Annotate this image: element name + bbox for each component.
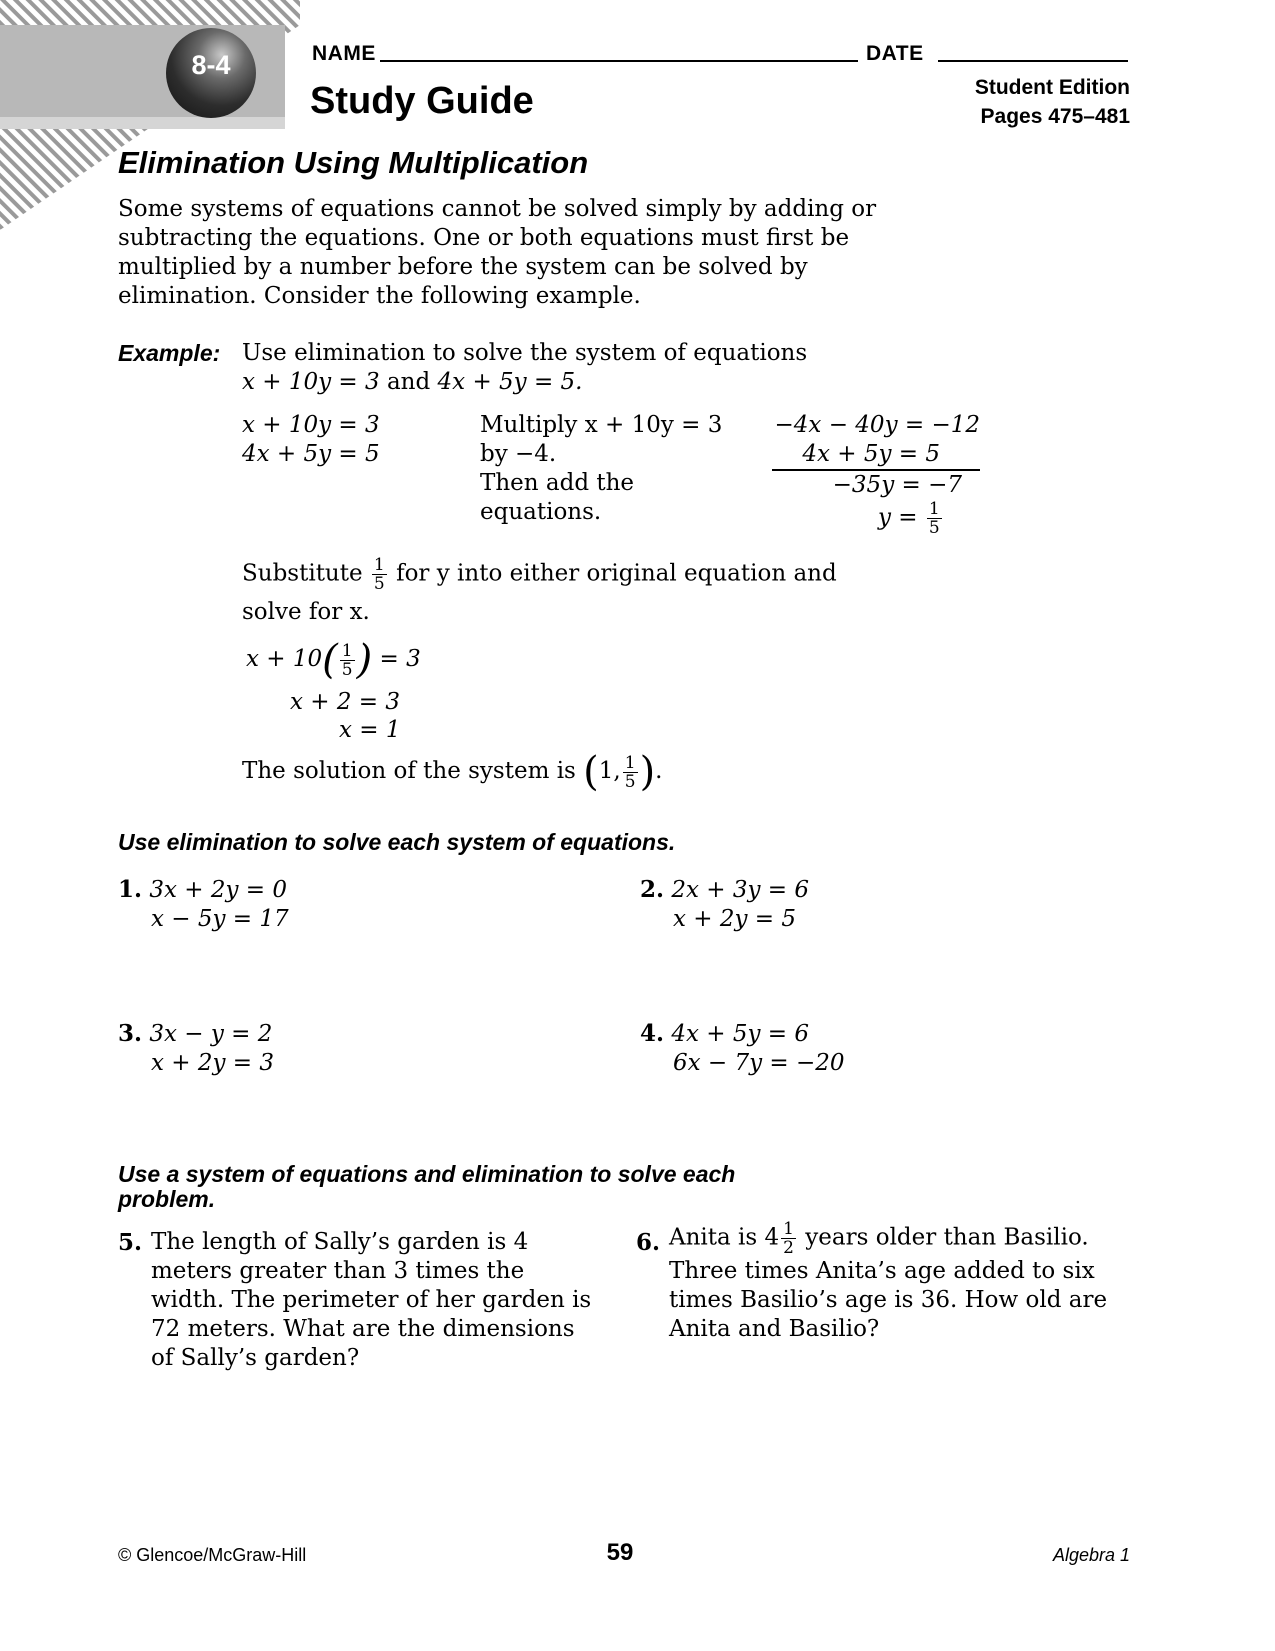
instruction-line: problem. — [118, 1186, 216, 1212]
substitution-lhs: x + 10 — [246, 646, 323, 672]
instruction-line: Use a system of equations and elimination to solve each — [118, 1161, 736, 1187]
edition-label: Student Edition — [974, 76, 1130, 99]
substitution-step: x + 2 = 3 — [290, 689, 401, 715]
problem-3 — [118, 1019, 274, 1078]
substitute-text: for y into either original equation and — [396, 560, 837, 587]
intro-line: multiplied by a number before the system can be solved by — [118, 254, 808, 280]
fraction-denominator: 5 — [928, 518, 940, 538]
problem-text-line: meters greater than 3 times the — [151, 1258, 525, 1284]
system-equation: 4x + 5y = 5. — [437, 369, 583, 395]
problem-2 — [640, 875, 809, 934]
lesson-title: Elimination Using Multiplication — [118, 145, 589, 180]
example-steps — [480, 411, 722, 527]
substitution-step: x = 1 — [339, 717, 401, 743]
problem-4 — [640, 1019, 845, 1078]
problem-equation: x − 5y = 17 — [151, 906, 289, 932]
system-equation: x + 10y = 3 — [242, 412, 380, 438]
fraction-numerator: 1 — [783, 1219, 794, 1239]
example-label: Example: — [118, 340, 221, 366]
problem-number: 5. — [118, 1229, 143, 1256]
problem-text-line: The length of Sally’s garden is 4 — [151, 1229, 529, 1255]
date-label: DATE — [866, 42, 924, 65]
mixed-number-whole: Anita is 4 — [669, 1224, 780, 1251]
and-word: and — [386, 369, 431, 395]
solution-text: The solution of the system is — [242, 758, 576, 784]
fraction-numerator: 1 — [341, 640, 353, 661]
left-paren: ( — [322, 637, 338, 683]
fraction-denominator: 2 — [783, 1238, 794, 1258]
section-instruction: Use elimination to solve each system of equations. — [118, 829, 676, 855]
fraction-numerator: 1 — [928, 499, 940, 519]
edition-info — [880, 73, 1130, 131]
problem-number: 1. — [118, 876, 143, 903]
fraction — [372, 556, 387, 593]
page-title: Study Guide — [310, 80, 534, 122]
problem-number: 6. — [636, 1229, 661, 1256]
problem-text-line — [669, 1220, 1156, 1257]
example-prompt: Use elimination to solve the system of equations — [242, 340, 808, 366]
intro-paragraph — [118, 195, 878, 311]
substitute-line2: solve for x. — [242, 599, 370, 625]
left-paren: ( — [583, 749, 599, 795]
system-equation: 4x + 5y = 5 — [242, 441, 380, 467]
problem-text-line: Three times Anita’s age added to six — [669, 1258, 1095, 1284]
step-line: by −4. — [480, 441, 557, 467]
problem-number: 2. — [640, 876, 665, 903]
example-prompt-line2 — [242, 368, 583, 397]
example-system — [242, 411, 380, 469]
name-label: NAME — [312, 42, 376, 65]
problem-equation: 2x + 3y = 6 — [671, 877, 809, 903]
fraction-numerator: 1 — [373, 555, 385, 575]
problem-equation: 3x + 2y = 0 — [149, 877, 287, 903]
problem-5 — [118, 1228, 608, 1373]
fraction-denominator: 5 — [341, 659, 353, 680]
step-line: equations. — [480, 499, 602, 525]
problem-text-line: of Sally’s garden? — [151, 1345, 360, 1371]
y-result — [878, 500, 944, 537]
substitute-line — [242, 556, 837, 593]
problem-equation: 4x + 5y = 6 — [671, 1021, 809, 1047]
fraction — [927, 500, 942, 537]
right-paren: ) — [356, 637, 373, 683]
problem-1 — [118, 875, 289, 934]
fraction-numerator: 1 — [624, 752, 636, 773]
copyright: © Glencoe/McGraw-Hill — [118, 1545, 307, 1565]
problem-equation: 6x − 7y = −20 — [673, 1050, 845, 1076]
date-field[interactable] — [938, 60, 1128, 62]
system-equation: x + 10y = 3 — [242, 369, 380, 395]
fraction-denominator: 5 — [373, 574, 385, 594]
example-work — [772, 411, 980, 500]
fraction — [340, 642, 355, 679]
fraction-denominator: 5 — [624, 771, 636, 792]
substitute-text: Substitute — [242, 560, 363, 587]
step-line: Multiply x + 10y = 3 — [480, 412, 723, 438]
name-field[interactable] — [380, 60, 858, 62]
section-instruction — [118, 1162, 735, 1212]
work-line: −4x − 40y = −12 — [774, 412, 980, 438]
problem-equation: x + 2y = 3 — [151, 1050, 275, 1076]
header-band-shadow — [0, 117, 285, 129]
work-line: 4x + 5y = 5 — [802, 441, 940, 467]
page-number: 59 — [606, 1539, 634, 1566]
y-result-lhs: y = — [878, 504, 918, 531]
problem-equation: 3x − y = 2 — [149, 1021, 273, 1047]
right-paren: ) — [639, 749, 656, 795]
problem-text: years older than Basilio. — [805, 1224, 1089, 1251]
lesson-badge: 8-4 — [191, 50, 231, 80]
fraction — [781, 1220, 796, 1257]
step-line: Then add the — [480, 470, 635, 496]
problem-text-line: Anita and Basilio? — [669, 1316, 880, 1342]
intro-line: subtracting the equations. One or both equations must first be — [118, 225, 850, 251]
problem-text-line: 72 meters. What are the dimensions — [151, 1316, 575, 1342]
pages-label: Pages 475–481 — [980, 105, 1130, 128]
intro-line: Some systems of equations cannot be solved simply by adding or — [118, 196, 877, 222]
problem-text-line: width. The perimeter of her garden is — [151, 1287, 592, 1313]
problem-text-line: times Basilio’s age is 36. How old are — [669, 1287, 1108, 1313]
solution-x: 1, — [598, 758, 621, 784]
substitution-step — [246, 637, 421, 683]
course-name: Algebra 1 — [1052, 1545, 1130, 1565]
fraction — [623, 754, 638, 791]
problem-number: 4. — [640, 1020, 665, 1047]
intro-line: elimination. Consider the following example. — [118, 283, 641, 309]
substitution-rhs: = 3 — [379, 646, 421, 672]
problem-number: 3. — [118, 1020, 143, 1047]
work-line: −35y = −7 — [772, 469, 980, 500]
problem-equation: x + 2y = 5 — [673, 906, 797, 932]
problem-6 — [636, 1220, 1156, 1344]
solution-line: The solution of the system is (1, $\frac{1}{5}$ ). — [242, 749, 663, 795]
